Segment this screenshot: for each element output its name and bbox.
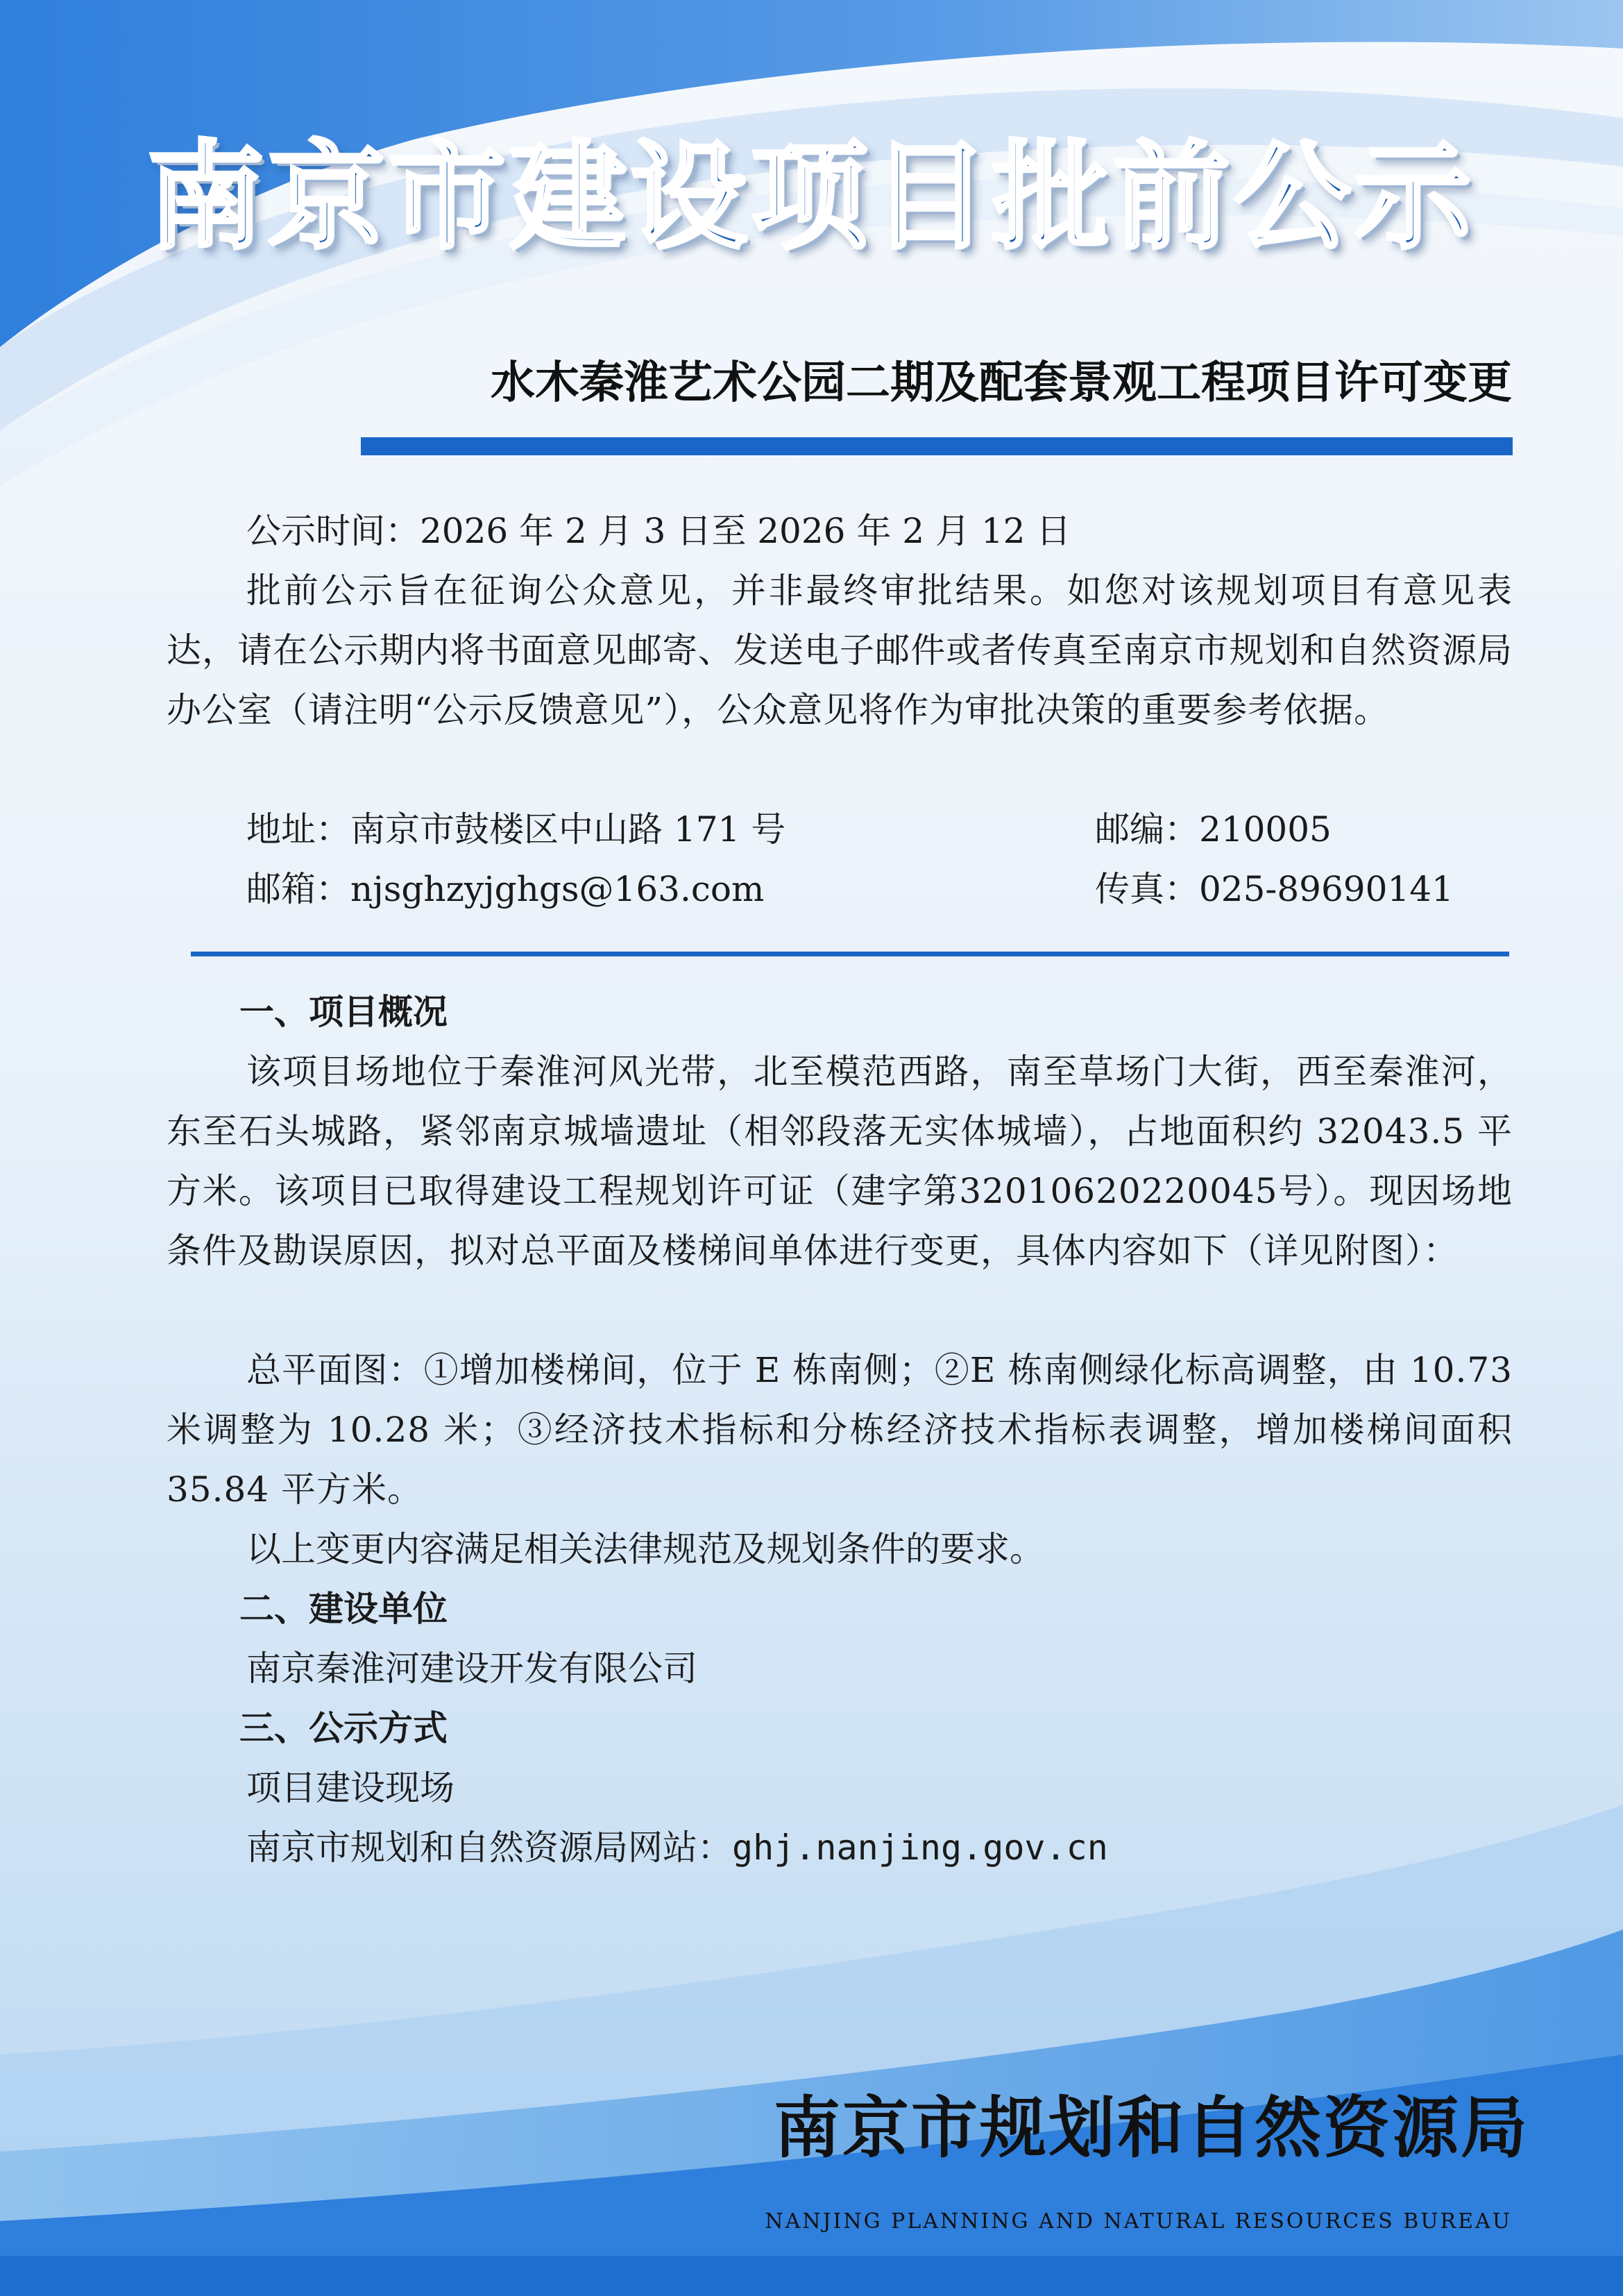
method-item-website xyxy=(246,1818,1108,1878)
subtitle-underline-bar xyxy=(361,437,1513,455)
overview-paragraph: 该项目场地位于秦淮河风光带，北至模范西路，南至草场门大街，西至秦淮河，东至石头城路，紧邻南京城墙遗址（相邻段落无实体城墙），占地面积约 32043.5 平方米。该项目已取得建设工程规划许可证（建字第32010620220045号）。现因场地条件及勘误原因，拟对总平面及楼梯间单体进行变更，具体内容如下（详见附图）： xyxy=(167,1052,1513,1271)
notice-intro: 批前公示旨在征询公众意见，并非最终审批结果。如您对该规划项目有意见表达，请在公示期内将书面意见邮寄、发送电子邮件或者传真至南京市规划和自然资源局办公室（请注明“公示反馈意见”），公众意见将作为审批决策的重要参考依据。 xyxy=(167,571,1513,730)
issuing-organization-english: NANJING PLANNING AND NATURAL RESOURCES BUREAU xyxy=(765,2209,1512,2234)
website-url[interactable]: ghj.nanjing.gov.cn xyxy=(732,1827,1108,1868)
contact-address: 地址：南京市鼓楼区中山路 171 号 xyxy=(246,809,786,850)
builder-name: 南京秦淮河建设开发有限公司 xyxy=(246,1648,697,1689)
website-label: 南京市规划和自然资源局网站： xyxy=(246,1827,732,1868)
compliance-statement: 以上变更内容满足相关法律规范及规划条件的要求。 xyxy=(246,1529,1044,1569)
divider-rule xyxy=(191,952,1509,956)
builder-heading: 二、建设单位 xyxy=(239,1589,448,1629)
project-subtitle: 水木秦淮艺术公园二期及配套景观工程项目许可变更 xyxy=(491,357,1512,409)
page-title: 南京市建设项目批前公示 xyxy=(147,129,1476,265)
method-item-site: 项目建设现场 xyxy=(246,1768,454,1808)
overview-heading: 一、项目概况 xyxy=(239,992,448,1032)
site-plan-changes-paragraph: 总平面图：①增加楼梯间，位于 E 栋南侧；②E 栋南侧绿化标高调整，由 10.73 米调整为 10.28 米；③经济技术指标和分栋经济技术指标表调整，增加楼梯间面积 35.84 平方米。 xyxy=(167,1350,1513,1510)
notice-period: 公示时间：2026 年 2 月 3 日至 2026 年 2 月 12 日 xyxy=(246,511,1071,551)
contact-fax: 传真：025-89690141 xyxy=(1095,869,1454,909)
method-heading: 三、公示方式 xyxy=(239,1708,448,1748)
contact-postcode: 邮编：210005 xyxy=(1095,809,1332,850)
contact-email: 邮箱：njsghzyjghgs@163.com xyxy=(246,869,765,909)
issuing-organization: 南京市规划和自然资源局 xyxy=(774,2088,1529,2167)
